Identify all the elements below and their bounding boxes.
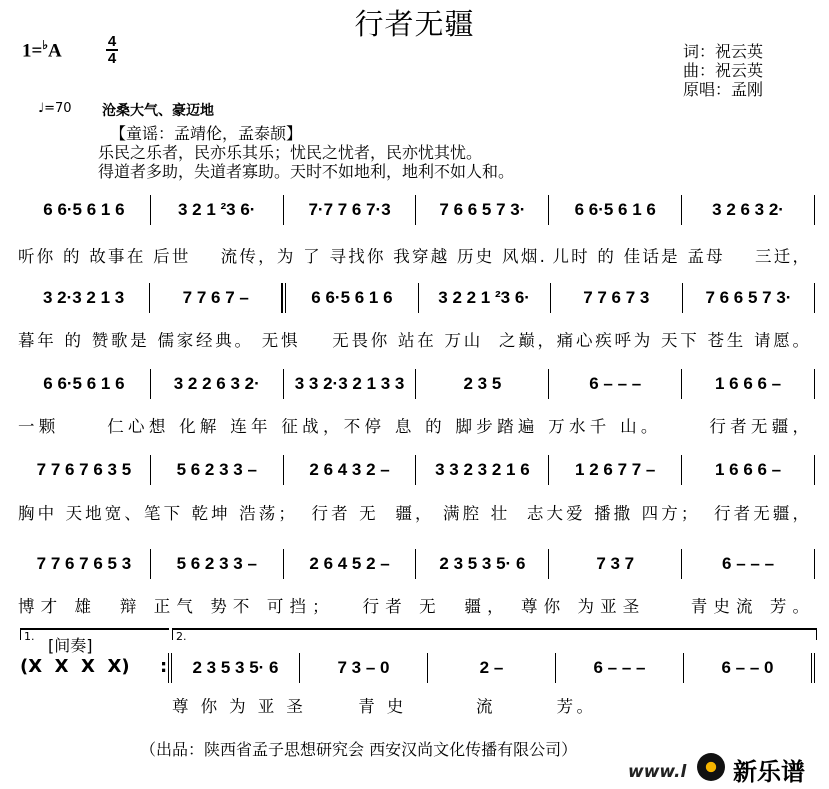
measure: 1 6 6 6 – [682, 369, 815, 399]
measure: 3 2 2 6 3 2· [151, 369, 284, 399]
watermark-url: www.l [628, 762, 687, 782]
lyrics-line: 听你 的 故事在 后世 流传，为 了 寻找你 我穿越 历史 风烟. 儿时 的 佳话是 孟母 三迁， [18, 247, 809, 266]
measure: 1 6 6 6 – [682, 455, 815, 485]
measure: 3 2 2 1 ²3 6· [419, 283, 551, 313]
measure: 7 7 6 7 – [150, 283, 282, 313]
staff-row [18, 369, 815, 399]
measure: 5 6 2 3 3 – [151, 549, 284, 579]
measure: 2 6 4 5 2 – [284, 549, 417, 579]
measure: 1 2 6 7 7 – [549, 455, 682, 485]
staff-row [18, 549, 815, 579]
record-logo-icon [697, 753, 725, 781]
measure: 3 2 1 ²3 6· [151, 195, 284, 225]
credits [683, 42, 763, 99]
measure: 6 – – – [682, 549, 815, 579]
measure: 6 6·5 6 1 6 [549, 195, 682, 225]
measure: 3 3 2 3 2 1 6 [416, 455, 549, 485]
key-prefix: 1= [22, 40, 43, 62]
ending-staff [168, 653, 815, 683]
measure: 3 3 2·3 2 1 3 3 [284, 369, 417, 399]
time-bottom: 4 [107, 50, 117, 67]
song-title: 行者无疆 [354, 7, 475, 41]
tempo-mark: ♩=70 [38, 101, 72, 116]
interlude-rhythm: (X X X X) [20, 656, 130, 677]
measure: 3 2·3 2 1 3 [18, 283, 150, 313]
measure: 3 2 6 3 2· [682, 195, 815, 225]
measure: 7 7 6 7 6 3 5 [18, 455, 151, 485]
intro-verse [98, 124, 514, 181]
lyrics-line: 胸中 天地宽、笔下 乾坤 浩荡； 行者 无 疆， 满腔 壮 志大爱 播撒 四方； 行者无疆， [18, 504, 809, 523]
measure: 7 7 6 7 3 [551, 283, 683, 313]
original-singer: 原唱：孟刚 [683, 80, 764, 99]
flat-sign: ♭ [42, 38, 48, 52]
measure: 2 3 5 3 5· 6 [168, 653, 300, 683]
measure: 6 – – – [556, 653, 684, 683]
volta-1 [20, 628, 169, 643]
watermark-brand: 新乐谱 [733, 758, 805, 786]
measure: 7·7 7 6 7·3 [284, 195, 417, 225]
staff-row [18, 455, 815, 485]
lyrics-line: 一颗 仁心想 化解 连年 征战，不停 息 的 脚步踏遍 万水千 山。 行者无疆， [18, 417, 809, 436]
key-signature [22, 38, 62, 62]
measure: 6 6·5 6 1 6 [282, 283, 418, 313]
measure: 7 3 – 0 [300, 653, 428, 683]
interlude-label: [间奏] [48, 636, 93, 655]
intro-line: 得道者多助，失道者寡助。天时不如地利，地利不如人和。 [98, 162, 515, 181]
repeat-end-sign: : [160, 656, 168, 677]
staff-row [18, 195, 815, 225]
volta-1-label: 1. [24, 630, 35, 643]
intro-heading: 【童谣：孟靖伦，孟泰颉】 [110, 124, 303, 143]
measure: 7 7 6 7 6 5 3 [18, 549, 151, 579]
measure: 6 – – – [549, 369, 682, 399]
lyricist: 词：祝云英 [683, 42, 764, 61]
measure: 5 6 2 3 3 – [151, 455, 284, 485]
measure: 6 6·5 6 1 6 [18, 369, 151, 399]
measure: 2 3 5 3 5· 6 [416, 549, 549, 579]
measure: 6 – – 0 [684, 653, 815, 683]
expression-mark: 沧桑大气、豪迈地 [102, 103, 214, 119]
intro-line: 乐民之乐者，民亦乐其乐；忧民之忧者，民亦忧其忧。 [98, 143, 483, 162]
measure: 7 3 7 [549, 549, 682, 579]
measure: 6 6·5 6 1 6 [18, 195, 151, 225]
measure: 2 – [428, 653, 556, 683]
volta-2-label: 2. [176, 630, 187, 643]
key-note: A [48, 40, 62, 62]
lyrics-line: 暮年 的 赞歌是 儒家经典。 无惧 无畏你 站在 万山 之巅，痛心疾呼为 天下 苍生 请愿。 [18, 331, 809, 350]
ending-lyrics: 尊 你 为 亚 圣 青 史 流 芳。 [172, 697, 593, 716]
measure: 7 6 6 5 7 3· [416, 195, 549, 225]
staff-row [18, 283, 815, 313]
composer: 曲：祝云英 [683, 61, 764, 80]
time-signature [106, 34, 118, 66]
volta-2 [172, 628, 817, 643]
measure: 2 3 5 [416, 369, 549, 399]
measure: 7 6 6 5 7 3· [683, 283, 815, 313]
lyrics-line: 博才 雄 辩 正气 势不 可挡； 行者 无 疆， 尊你 为亚圣 青史流 芳。 [18, 597, 809, 616]
time-top: 4 [107, 33, 117, 50]
publisher-footer: （出品：陕西省孟子思想研究会 西安汉尚文化传播有限公司） [140, 740, 578, 759]
measure: 2 6 4 3 2 – [284, 455, 417, 485]
